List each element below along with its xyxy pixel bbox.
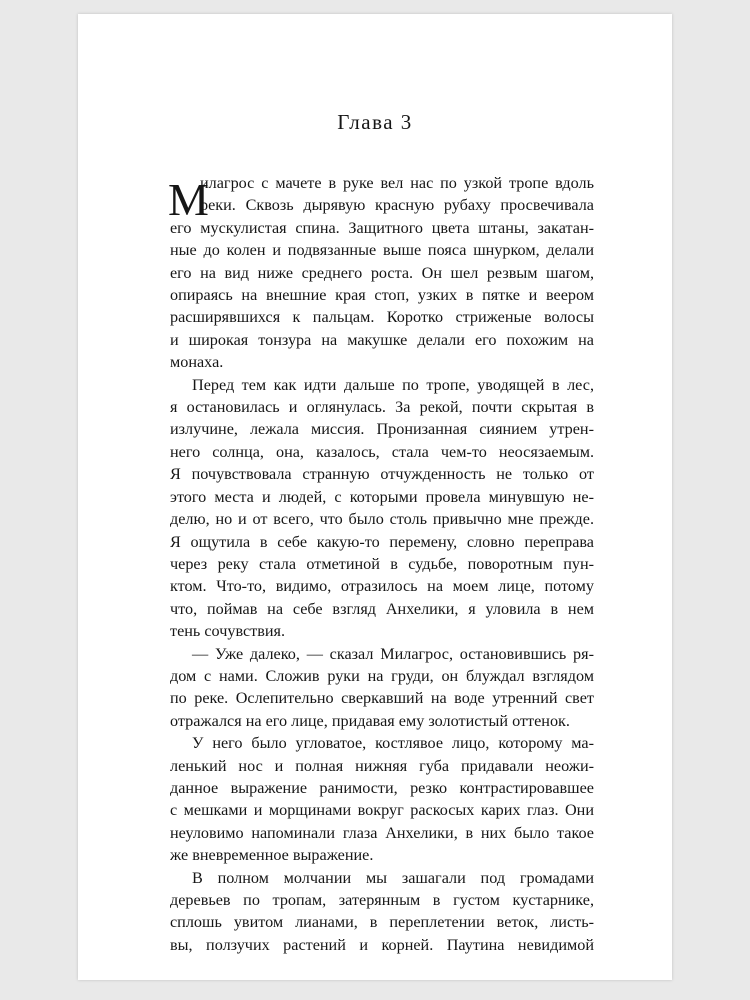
text-line: по реке. Ослепительно сверкавший на воде утренний свет: [170, 689, 594, 708]
text-line: ленький нос и полная нижняя губа придавали неожи-: [170, 756, 594, 775]
text-line: илагрос с мачете в руке вел нас по узкой тропе вдоль: [200, 174, 594, 192]
text-line: дом с нами. Сложив руки на груди, он блуждал взглядом: [170, 666, 594, 685]
text-line: реки. Сквозь дырявую красную рубаху просвечивала: [200, 196, 594, 215]
text-line: вы, ползучих растений и корней. Паутина невидимой: [170, 935, 594, 954]
text-line: его мускулистая спина. Защитного цвета штаны, закатан-: [170, 218, 594, 237]
text-line: — Уже далеко, — сказал Милагрос, остановившись ря-: [192, 644, 594, 663]
text-line: монаха.: [170, 353, 224, 372]
text-line: расширявшихся к пальцам. Коротко стриженые волосы: [170, 308, 594, 327]
text-line: ные до колен и подвязанные выше пояса шнурком, делали: [170, 241, 594, 260]
text-line: этого места и людей, с которыми провела минувшую не-: [170, 487, 594, 506]
text-line: его на вид ниже среднего роста. Он шел резвым шагом,: [170, 263, 594, 282]
text-line: него солнца, она, казалось, стала чем-то неосязаемым.: [170, 442, 594, 461]
text-line: В полном молчании мы зашагали под громадами: [192, 868, 594, 887]
chapter-title: Глава 3: [337, 110, 413, 134]
text-line: я остановилась и оглянулась. За рекой, почти скрытая в: [170, 398, 594, 417]
body-text: [170, 172, 594, 956]
text-line: У него было угловатое, костлявое лицо, которому ма-: [192, 734, 594, 753]
text-line: же вневременное выражение.: [170, 846, 374, 865]
text-line: деревьев по тропам, затерянным в густом кустарнике,: [170, 891, 594, 909]
text-line: что, поймав на себе взгляд Анхелики, я уловила в нем: [170, 599, 594, 618]
text-line: тень сочувствия.: [170, 622, 286, 641]
text-line: Перед тем как идти дальше по тропе, уводящей в лес,: [192, 375, 594, 394]
book-page: [78, 14, 672, 980]
text-line: отражался на его лице, придавая ему золотистый оттенок.: [170, 711, 570, 730]
drop-cap-letter: М: [168, 174, 209, 225]
text-line: данное выражение ранимости, резко контрастировавшее: [170, 778, 594, 797]
text-line: ктом. Что-то, видимо, отразилось на моем лице, потому: [170, 577, 594, 596]
text-line: сплошь увитом лианами, в переплетении веток, листь-: [170, 913, 594, 932]
text-line: неуловимо напоминали глаза Анхелики, в них было такое: [170, 823, 594, 842]
text-line: Я ощутила в себе какую-то перемену, словно переправа: [170, 532, 594, 551]
text-line: и широкая тонзура на макушке делали его похожим на: [170, 330, 594, 349]
text-line: с мешками и морщинами вокруг раскосых карих глаз. Они: [170, 801, 594, 820]
text-line: делю, но и от всего, что было столь привычно мне прежде.: [170, 510, 594, 529]
text-line: излучине, лежала миссия. Пронизанная сиянием утрен-: [170, 420, 594, 439]
text-line: через реку стала отметиной в судьбе, поворотным пун-: [170, 554, 594, 573]
text-line: опираясь на внешние края стоп, узких в пятке и веером: [170, 286, 594, 305]
text-line: Я почувствовала странную отчужденность не только от: [170, 465, 594, 484]
